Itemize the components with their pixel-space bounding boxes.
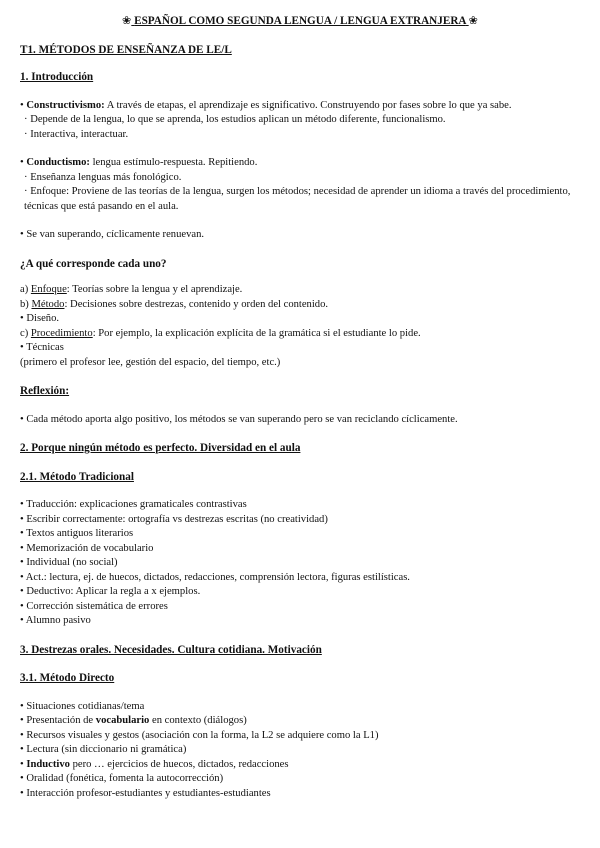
procedimiento-text: : Por ejemplo, la explicación explícita de la gramática si el estudiante lo pide. <box>92 327 421 339</box>
reflexion-heading: Reflexión: <box>20 385 70 397</box>
reflexion-block: • Cada método aporta algo positivo, los métodos se van superando pero se van reciclando cíclicamente. <box>20 413 458 425</box>
list-item: • Deductivo: Aplicar la regla a x ejemplos. <box>20 586 201 597</box>
list-item-text: Oralidad (fonética, fomenta la autocorrección) <box>26 773 224 784</box>
list-item: • Situaciones cotidianas/tema <box>20 700 145 712</box>
list-item: • Act.: lectura, ej. de huecos, dictados, redacciones, comprensión lectora, figuras estilísticas. <box>20 571 410 583</box>
procedimiento-line <box>20 327 580 342</box>
enfoque-line <box>20 283 580 298</box>
diseno-line: • Diseño. <box>20 313 60 324</box>
conductismo-sub-2: · Enfoque: Proviene de las teorías de la lengua, surgen los métodos; necesidad de aprender un idioma a través del procedimiento, técnicas que está pasando en el aula. <box>24 186 571 212</box>
section-3-1-heading: 3.1. Método Directo <box>20 672 115 684</box>
conductismo-term: Conductismo: <box>26 157 90 168</box>
constructivismo-term: Constructivismo: <box>26 99 105 111</box>
list-item: • Interacción profesor-estudiantes y estudiantes-estudiantes <box>20 787 271 799</box>
list-prefix: c) <box>20 327 29 339</box>
tecnicas-note: (primero el profesor lee, gestión del espacio, del tiempo, etc.) <box>20 356 281 368</box>
document-page <box>20 14 580 801</box>
inductivo-term: Inductivo <box>26 758 70 770</box>
metodo-line <box>20 298 580 313</box>
metodo-term: Método <box>31 298 65 310</box>
sub-text: Enfoque: Proviene de las teorías de la lengua, surgen los métodos; necesidad de aprender un idioma a través del procedimiento, técnicas que está pasando en el aula. <box>24 186 571 212</box>
bullet: • <box>20 157 24 168</box>
metodo-tradicional-list <box>20 498 580 629</box>
list-item-text: pero … ejercicios de huecos, dictados, redacciones <box>69 758 289 770</box>
conductismo-text: lengua estímulo-respuesta. Repitiendo. <box>92 157 258 168</box>
section-2-1-heading: 2.1. Método Tradicional <box>20 470 134 483</box>
list-item-text: Memorización de vocabulario <box>26 542 154 554</box>
list-item-text: Deductivo: Aplicar la regla a x ejemplos. <box>26 586 201 597</box>
list-item: • Traducción: explicaciones gramaticales contrastivas <box>20 499 247 510</box>
sub-text: Depende de la lengua, lo que se aprenda, los estudios aplican un método diferente, funcionalismo. <box>30 114 446 125</box>
list-prefix: b) <box>20 298 29 310</box>
list-item-text: Escribir correctamente: ortografía vs destrezas escritas (no creatividad) <box>26 513 328 525</box>
list-item: • Lectura (sin diccionario ni gramática) <box>20 744 187 755</box>
flower-icon: ❀ <box>468 15 479 27</box>
document-title-text: ESPAÑOL COMO SEGUNDA LENGUA / LENGUA EXTRANJERA <box>134 15 466 27</box>
bullet: • <box>20 99 24 111</box>
list-item: • Individual (no social) <box>20 557 118 568</box>
list-item: • Escribir correctamente: ortografía vs destrezas escritas (no creatividad) <box>20 513 328 525</box>
list-item-text: Act.: lectura, ej. de huecos, dictados, redacciones, comprensión lectora, figuras estilísticas. <box>25 571 410 583</box>
tecnicas-line: • Técnicas <box>20 342 64 353</box>
list-prefix: a) <box>20 284 29 295</box>
sub-text: Interactiva, interactuar. <box>30 128 129 140</box>
enfoque-text: : Teorías sobre la lengua y el aprendizaje. <box>66 284 243 295</box>
metodo-directo-list <box>20 700 580 802</box>
constructivismo-sub-1: · Depende de la lengua, lo que se aprenda, los estudios aplican un método diferente, funcionalismo. <box>24 114 446 125</box>
metodo-text: : Decisiones sobre destrezas, contenido y orden del contenido. <box>64 298 329 310</box>
list-item-text: Traducción: explicaciones gramaticales contrastivas <box>26 499 247 510</box>
definitions-block <box>20 283 580 370</box>
constructivismo-text: A través de etapas, el aprendizaje es significativo. Construyendo por fases sobre lo que ya sabe. <box>106 99 512 111</box>
superando-block: • Se van superando, cíclicamente renuevan. <box>20 229 205 240</box>
section-2-heading: 2. Porque ningún método es perfecto. Diversidad en el aula <box>20 442 301 454</box>
list-item: • Recursos visuales y gestos (asociación con la forma, la L2 se adquiere como la L1) <box>20 729 379 741</box>
constructivismo-block <box>20 99 580 143</box>
list-item: • Presentación de vocabulario en contexto (diálogos) <box>20 715 247 726</box>
list-item-text: Interacción profesor-estudiantes y estudiantes-estudiantes <box>26 787 271 799</box>
conductismo-sub-1: · Enseñanza lenguas más fonológico. <box>24 171 182 183</box>
list-item-text: Textos antiguos literarios <box>26 528 134 539</box>
list-item-text: Individual (no social) <box>26 557 118 568</box>
list-item-text: Recursos visuales y gestos (asociación con la forma, la L2 se adquiere como la L1) <box>26 729 379 741</box>
reflexion-text: Cada método aporta algo positivo, los métodos se van superando pero se van reciclando cíclicamente. <box>26 413 458 425</box>
sub-text: Enseñanza lenguas más fonológico. <box>30 171 182 183</box>
list-item-text: Situaciones cotidianas/tema <box>26 700 145 712</box>
diseno-text: Diseño. <box>26 313 60 324</box>
document-title <box>20 14 580 29</box>
list-item: • Alumno pasivo <box>20 615 91 626</box>
list-item: • Corrección sistemática de errores <box>20 600 168 612</box>
list-item-text: Presentación de <box>26 715 96 726</box>
procedimiento-term: Procedimiento <box>30 327 93 339</box>
vocabulario-term: vocabulario <box>95 715 150 726</box>
question-heading: ¿A qué corresponde cada uno? <box>20 257 167 270</box>
list-item: • Oralidad (fonética, fomenta la autocorrección) <box>20 773 224 784</box>
t1-heading: T1. MÉTODOS DE ENSEÑANZA DE LE/L <box>20 43 232 56</box>
enfoque-term: Enfoque <box>30 284 67 295</box>
list-item: • Textos antiguos literarios <box>20 528 134 539</box>
constructivismo-sub-2: · Interactiva, interactuar. <box>24 128 129 140</box>
list-item-text: Alumno pasivo <box>25 615 91 626</box>
list-item: • Inductivo pero … ejercicios de huecos, dictados, redacciones <box>20 758 289 770</box>
list-item: • Memorización de vocabulario <box>20 542 154 554</box>
flower-icon: ❀ <box>121 15 132 27</box>
superando-text: Se van superando, cíclicamente renuevan. <box>26 229 205 240</box>
list-item-text: en contexto (diálogos) <box>149 715 247 726</box>
conductismo-block <box>20 156 580 214</box>
section-1-heading: 1. Introducción <box>20 71 94 83</box>
list-item-text: Corrección sistemática de errores <box>26 600 168 612</box>
tecnicas-text: Técnicas <box>26 342 64 353</box>
list-item-text: Lectura (sin diccionario ni gramática) <box>26 744 187 755</box>
section-3-heading: 3. Destrezas orales. Necesidades. Cultura cotidiana. Motivación <box>20 643 322 656</box>
